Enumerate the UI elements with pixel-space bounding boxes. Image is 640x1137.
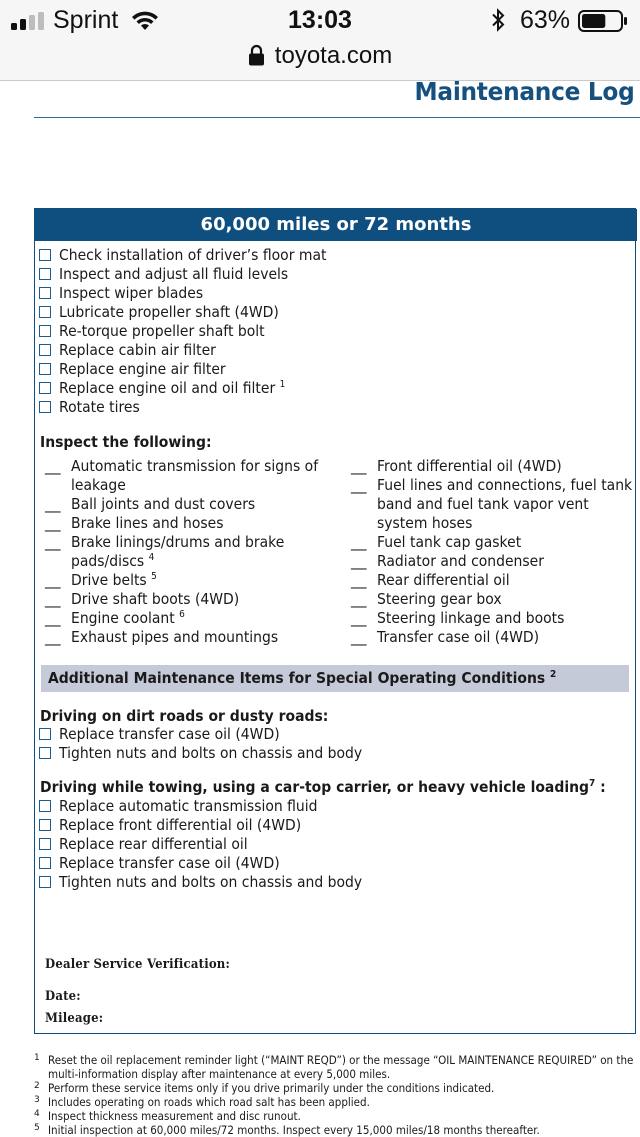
inspect-heading: Inspect the following: xyxy=(40,433,212,451)
checklist-item xyxy=(39,360,356,379)
mileage-label: Mileage: xyxy=(45,1011,104,1026)
inspect-item-label: Front differential oil (4WD) xyxy=(377,457,562,475)
footnote-text: Includes operating on roads which road salt has been applied. xyxy=(48,1095,370,1109)
inspect-item-label: Steering gear box xyxy=(377,590,502,608)
inspect-item xyxy=(45,533,330,571)
checkbox[interactable] xyxy=(39,728,51,740)
checklist-item xyxy=(39,744,396,763)
inspect-item-label: Fuel tank cap gasket xyxy=(377,533,522,551)
footnote: 2 Perform these service items only if you drive primarily under the conditions indicated. xyxy=(34,1081,634,1095)
checklist-item-label: Replace cabin air filter xyxy=(59,341,216,359)
footnotes xyxy=(34,1053,634,1137)
checklist-item xyxy=(39,341,356,360)
blank-line[interactable]: __ xyxy=(45,495,61,513)
checkbox[interactable] xyxy=(39,325,51,337)
checkbox[interactable] xyxy=(39,800,51,812)
blank-line[interactable]: __ xyxy=(351,628,367,646)
towing-heading: Driving while towing, using a car-top carrier, or heavy vehicle loading$^7$ : xyxy=(40,778,606,796)
browser-chrome xyxy=(0,0,640,81)
blank-line[interactable]: __ xyxy=(351,552,367,570)
blank-line[interactable]: __ xyxy=(45,514,61,532)
inspect-item xyxy=(351,609,636,628)
date-label: Date: xyxy=(45,989,81,1004)
inspect-item xyxy=(45,590,330,609)
footnote-ref: 5 xyxy=(151,571,157,582)
special-conditions-label: Additional Maintenance Items for Special Operating Conditions $^2$ xyxy=(48,669,557,687)
checkbox[interactable] xyxy=(39,268,51,280)
checkbox[interactable] xyxy=(39,819,51,831)
checklist-item xyxy=(39,816,396,835)
inspect-item xyxy=(351,533,636,552)
checklist-item-label: Rotate tires xyxy=(59,398,140,416)
checklist-item-label: Replace front differential oil (4WD) xyxy=(59,816,302,834)
dusty-heading: Driving on dirt roads or dusty roads: xyxy=(40,707,329,725)
checklist-item xyxy=(39,303,356,322)
inspect-item xyxy=(45,457,330,495)
inspect-item-label: Ball joints and dust covers xyxy=(71,495,256,513)
checklist-item-label: Re-torque propeller shaft bolt xyxy=(59,322,265,340)
footnote-ref: 6 xyxy=(179,609,185,620)
checklist-item xyxy=(39,873,396,892)
checklist-item xyxy=(39,246,356,265)
checkbox[interactable] xyxy=(39,401,51,413)
checkbox[interactable] xyxy=(39,344,51,356)
inspect-item-label: Exhaust pipes and mountings xyxy=(71,628,279,646)
inspect-item-label: Steering linkage and boots xyxy=(377,609,565,627)
blank-line[interactable]: __ xyxy=(351,533,367,551)
battery-percent: 63% xyxy=(520,6,571,34)
checkbox[interactable] xyxy=(39,363,51,375)
inspect-left-column xyxy=(45,457,330,647)
inspect-item-label: Brake lines and hoses xyxy=(71,514,224,532)
dealer-verification-label: Dealer Service Verification: xyxy=(45,957,231,972)
address-bar[interactable] xyxy=(0,42,640,70)
checklist-item xyxy=(39,797,396,816)
blank-line[interactable]: __ xyxy=(45,609,61,627)
inspect-item xyxy=(351,628,636,647)
bluetooth-icon xyxy=(490,8,506,32)
blank-line[interactable]: __ xyxy=(45,590,61,608)
blank-line[interactable]: __ xyxy=(351,590,367,608)
inspect-item xyxy=(351,571,636,590)
checkbox[interactable] xyxy=(39,249,51,261)
checklist-item xyxy=(39,322,356,341)
blank-line[interactable]: __ xyxy=(45,628,61,646)
checkbox[interactable] xyxy=(39,287,51,299)
checklist-item xyxy=(39,379,356,398)
blank-line[interactable]: __ xyxy=(45,457,61,475)
inspect-item xyxy=(351,457,636,476)
inspect-item xyxy=(351,552,636,571)
inspect-item-label: Fuel lines and connections, fuel tank band and fuel tank vapor vent system hoses xyxy=(377,476,633,532)
inspect-item-label: Rear differential oil xyxy=(377,571,510,589)
title-divider xyxy=(34,117,640,118)
checkbox[interactable] xyxy=(39,747,51,759)
footnote: 1 Reset the oil replacement reminder light (“MAINT REQD”) or the message “OIL MAINTENANCE REQUIRED” on the multi-information display after maintenance at every 5,000 miles. xyxy=(34,1053,634,1081)
checklist-item xyxy=(39,398,356,417)
inspect-item-label: Brake linings/drums and brake pads/discs xyxy=(71,533,285,570)
checkbox[interactable] xyxy=(39,382,51,394)
footnote: 5 Initial inspection at 60,000 miles/72 months. Inspect every 15,000 miles/18 months thereafter. xyxy=(34,1123,634,1137)
checklist-item-label: Check installation of driver’s floor mat xyxy=(59,246,327,264)
checklist-item xyxy=(39,284,356,303)
checklist-item-label: Tighten nuts and bolts on chassis and body xyxy=(59,873,363,891)
checklist-item xyxy=(39,725,396,744)
inspect-item-label: Automatic transmission for signs of leakage xyxy=(71,457,319,494)
blank-line[interactable]: __ xyxy=(351,571,367,589)
inspect-item-label: Drive belts xyxy=(71,571,147,589)
footnote-text: Reset the oil replacement reminder light (“MAINT REQD”) or the message “OIL MAINTENANCE REQUIRED” on the multi-information display after maintenance at every 5,000 miles. xyxy=(48,1053,634,1081)
interval-header: 60,000 miles or 72 months xyxy=(35,209,637,241)
footnote-ref: 4 xyxy=(148,552,155,563)
inspect-item xyxy=(45,514,330,533)
footnote-text: Inspect thickness measurement and disc runout. xyxy=(48,1109,301,1123)
checklist-item-label: Replace transfer case oil (4WD) xyxy=(59,725,280,743)
checklist-item-label: Inspect and adjust all fluid levels xyxy=(59,265,289,283)
carrier-name: Sprint xyxy=(53,6,119,34)
blank-line[interactable]: __ xyxy=(45,533,61,551)
checklist-item xyxy=(39,265,356,284)
checklist-item-label: Inspect wiper blades xyxy=(59,284,204,302)
main-checklist xyxy=(39,246,356,417)
inspect-item-label: Transfer case oil (4WD) xyxy=(377,628,540,646)
inspect-item xyxy=(351,590,636,609)
inspect-item xyxy=(45,495,330,514)
footnote-text: Perform these service items only if you drive primarily under the conditions indicated. xyxy=(48,1081,495,1095)
checklist-item-label: Replace automatic transmission fluid xyxy=(59,797,318,815)
battery-icon xyxy=(578,10,628,32)
dusty-checklist xyxy=(39,725,396,763)
checkbox[interactable] xyxy=(39,876,51,888)
footnote: 4 Inspect thickness measurement and disc runout. xyxy=(34,1109,634,1123)
checklist-item xyxy=(39,854,396,873)
blank-line[interactable]: __ xyxy=(351,457,367,475)
special-conditions-band xyxy=(41,665,629,692)
checklist-item-label: Replace engine air filter xyxy=(59,360,226,378)
checkbox[interactable] xyxy=(39,306,51,318)
inspect-item xyxy=(45,571,330,590)
checklist-item-label: Lubricate propeller shaft (4WD) xyxy=(59,303,279,321)
maintenance-log-box xyxy=(34,208,636,1034)
checklist-item-label: Replace engine oil and oil filter xyxy=(59,379,276,397)
inspect-item xyxy=(45,609,330,628)
inspect-item xyxy=(45,628,330,647)
inspect-item-label: Drive shaft boots (4WD) xyxy=(71,590,240,608)
footnote-ref: 1 xyxy=(279,379,286,390)
checklist-item xyxy=(39,835,396,854)
footnote: 3 Includes operating on roads which road salt has been applied. xyxy=(34,1095,634,1109)
checklist-item-label: Replace rear differential oil xyxy=(59,835,248,853)
footnote-text: Initial inspection at 60,000 miles/72 months. Inspect every 15,000 miles/18 months thereafter. xyxy=(48,1123,540,1137)
clock: 13:03 xyxy=(288,6,352,34)
url-text: toyota.com xyxy=(274,42,393,69)
lock-icon xyxy=(248,44,265,66)
status-bar xyxy=(0,0,640,40)
blank-line[interactable]: __ xyxy=(351,476,367,494)
blank-line[interactable]: __ xyxy=(351,609,367,627)
checklist-item-label: Tighten nuts and bolts on chassis and body xyxy=(59,744,363,762)
checkbox[interactable] xyxy=(39,838,51,850)
page-title: Maintenance Log xyxy=(414,77,634,106)
inspect-item-label: Engine coolant xyxy=(71,609,175,627)
inspect-right-column xyxy=(351,457,636,647)
checklist-item-label: Replace transfer case oil (4WD) xyxy=(59,854,280,872)
towing-checklist xyxy=(39,797,396,892)
inspect-item xyxy=(351,476,636,533)
inspect-item-label: Radiator and condenser xyxy=(377,552,544,570)
blank-line[interactable]: __ xyxy=(45,571,61,589)
checkbox[interactable] xyxy=(39,857,51,869)
